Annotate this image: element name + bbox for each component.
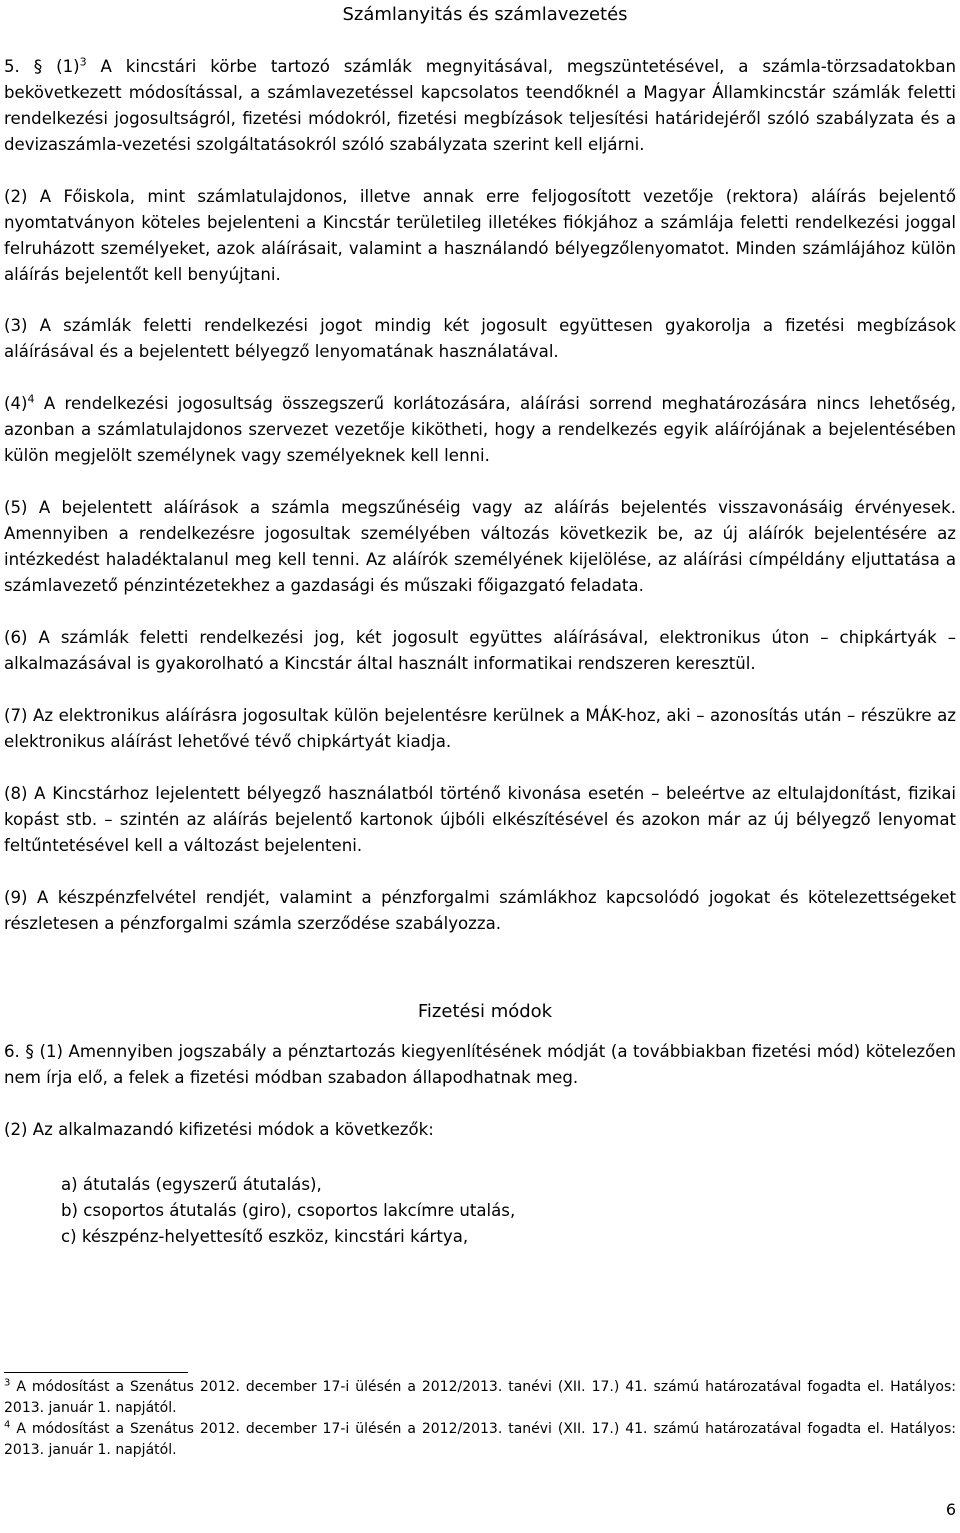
section-5-paragraph-1 xyxy=(4,54,956,158)
footnote-number: 3 xyxy=(4,1377,11,1389)
footnote-separator xyxy=(4,1372,188,1373)
section-6-paragraph-2: (2) Az alkalmazandó kifizetési módok a következők: xyxy=(4,1120,434,1139)
footnotes xyxy=(4,1372,956,1461)
section-sign: § xyxy=(33,57,43,77)
section-sign: § xyxy=(25,1042,34,1062)
footnote-3 xyxy=(4,1377,956,1419)
section-6-number: 6. xyxy=(4,1042,20,1061)
section-6-paragraph-1 xyxy=(4,1039,956,1091)
section-5-paragraph-4 xyxy=(4,391,956,469)
list-item: b) csoportos átutalás (giro), csoportos lakcímre utalás, xyxy=(61,1201,516,1220)
footnote-ref-4[interactable]: 4 xyxy=(27,392,35,406)
paragraph-label: (1) xyxy=(56,57,80,76)
paragraph-text: A kincstári körbe tartozó számlák megnyitásával, megszüntetésével, a számla-törzsadatokban bekövetkezett módosítással, a számlavezetéssel kapcsolatos teendőknél a Magyar Államkincstár számlák feletti rendelkezési jogosultságról, fizetési módokról, fizetési megbízások teljesítési határidejéről szóló szabályzata és a devizaszámla-vezetési szolgáltatásokról szóló szabályzata szerint kell eljárni. xyxy=(4,57,956,154)
page-number: 6 xyxy=(945,1500,956,1519)
document-page xyxy=(4,0,956,1250)
paragraph-text: A rendelkezési jogosultság összegszerű korlátozására, aláírási sorrend meghatározására nincs lehetőség, azonban a számlatulajdonos szervezet vezetője kikötheti, hogy a rendelkezés egyik aláírójának a bejelentésében külön megjelölt személynek vagy személyeknek kell lenni. xyxy=(4,394,956,465)
footnote-text: A módosítást a Szenátus 2012. december 17-i ülésén a 2012/2013. tanévi (XII. 17.) 41. számú határozatával fogadta el. Hatályos: 2013. január 1. napjától. xyxy=(4,1421,957,1458)
section-5-paragraph-6: (6) A számlák feletti rendelkezési jog, két jogosult együttes aláírásával, elektronikus úton – chipkártyák – alkalmazásával is gyakorolható a Kincstár által használt informatikai rendszeren keresztül. xyxy=(4,628,956,673)
list-item: a) átutalás (egyszerű átutalás), xyxy=(61,1175,322,1194)
footnote-text: A módosítást a Szenátus 2012. december 17-i ülésén a 2012/2013. tanévi (XII. 17.) 41. számú határozatával fogadta el. Hatályos: 2013. január 1. napjától. xyxy=(4,1379,957,1416)
payment-methods-list xyxy=(61,1172,956,1250)
paragraph-text: (1) Amennyiben jogszabály a pénztartozás kiegyenlítésének módját (a továbbiakban fizetési mód) kötelezően nem írja elő, a felek a fizetési módban szabadon állapodhatnak meg. xyxy=(4,1042,956,1087)
section-5-paragraph-3: (3) A számlák feletti rendelkezési jogot mindig két jogosult együttesen gyakorolja a fizetési megbízások aláírásával és a bejelentett bélyegző lenyomatának használatával. xyxy=(4,316,956,361)
section-5-paragraph-2: (2) A Főiskola, mint számlatulajdonos, illetve annak erre feljogosított vezetője (rektora) aláírás bejelentő nyomtatványon köteles bejelenteni a Kincstár területileg illetékes fiókjához a számlája feletti rendelkezési joggal felruházott személyeket, azok aláírásait, valamint a használandó bélyegzőlenyomatot. Minden számlájához külön aláírás bejelentőt kell benyújtani. xyxy=(4,187,956,284)
section-title-account-opening: Számlanyitás és számlavezetés xyxy=(342,4,628,25)
footnote-ref-3[interactable]: 3 xyxy=(79,55,87,69)
paragraph-label: (4) xyxy=(4,394,28,413)
footnote-4 xyxy=(4,1419,956,1461)
section-5-paragraph-7: (7) Az elektronikus aláírásra jogosultak külön bejelentésre kerülnek a MÁK-hoz, aki – azonosítás után – részükre az elektronikus aláírást lehetővé tévő chipkártyát kiadja. xyxy=(4,706,956,751)
section-5-paragraph-9: (9) A készpénzfelvétel rendjét, valamint a pénzforgalmi számlákhoz kapcsolódó jogokat és kötelezettségeket részletesen a pénzforgalmi számla szerződése szabályozza. xyxy=(4,888,956,933)
footnote-number: 4 xyxy=(4,1419,11,1431)
section-title-payment-methods: Fizetési módok xyxy=(417,1001,553,1022)
list-item: c) készpénz-helyettesítő eszköz, kincstári kártya, xyxy=(61,1227,469,1246)
section-5-paragraph-8: (8) A Kincstárhoz lejelentett bélyegző használatból történő kivonása esetén – beleértve az eltulajdonítást, fizikai kopást stb. – szintén az aláírás bejelentő kartonok újbóli elkészítésével és azokon már az új bélyegző lenyomat feltűntetésével kell a változást bejelenteni. xyxy=(4,784,956,855)
section-5-number: 5. xyxy=(4,57,20,76)
section-5-paragraph-5: (5) A bejelentett aláírások a számla megszűnéséig vagy az aláírás bejelentés visszavonásáig érvényesek. Amennyiben a rendelkezésre jogosultak személyében változás következik be, az új aláírók bejelentésére az intézkedést haladéktalanul meg kell tenni. Az aláírók személyének kijelölése, az aláírási címpéldány eljuttatása a számlavezető pénzintézetekhez a gazdasági és műszaki főigazgató feladata. xyxy=(4,498,956,595)
